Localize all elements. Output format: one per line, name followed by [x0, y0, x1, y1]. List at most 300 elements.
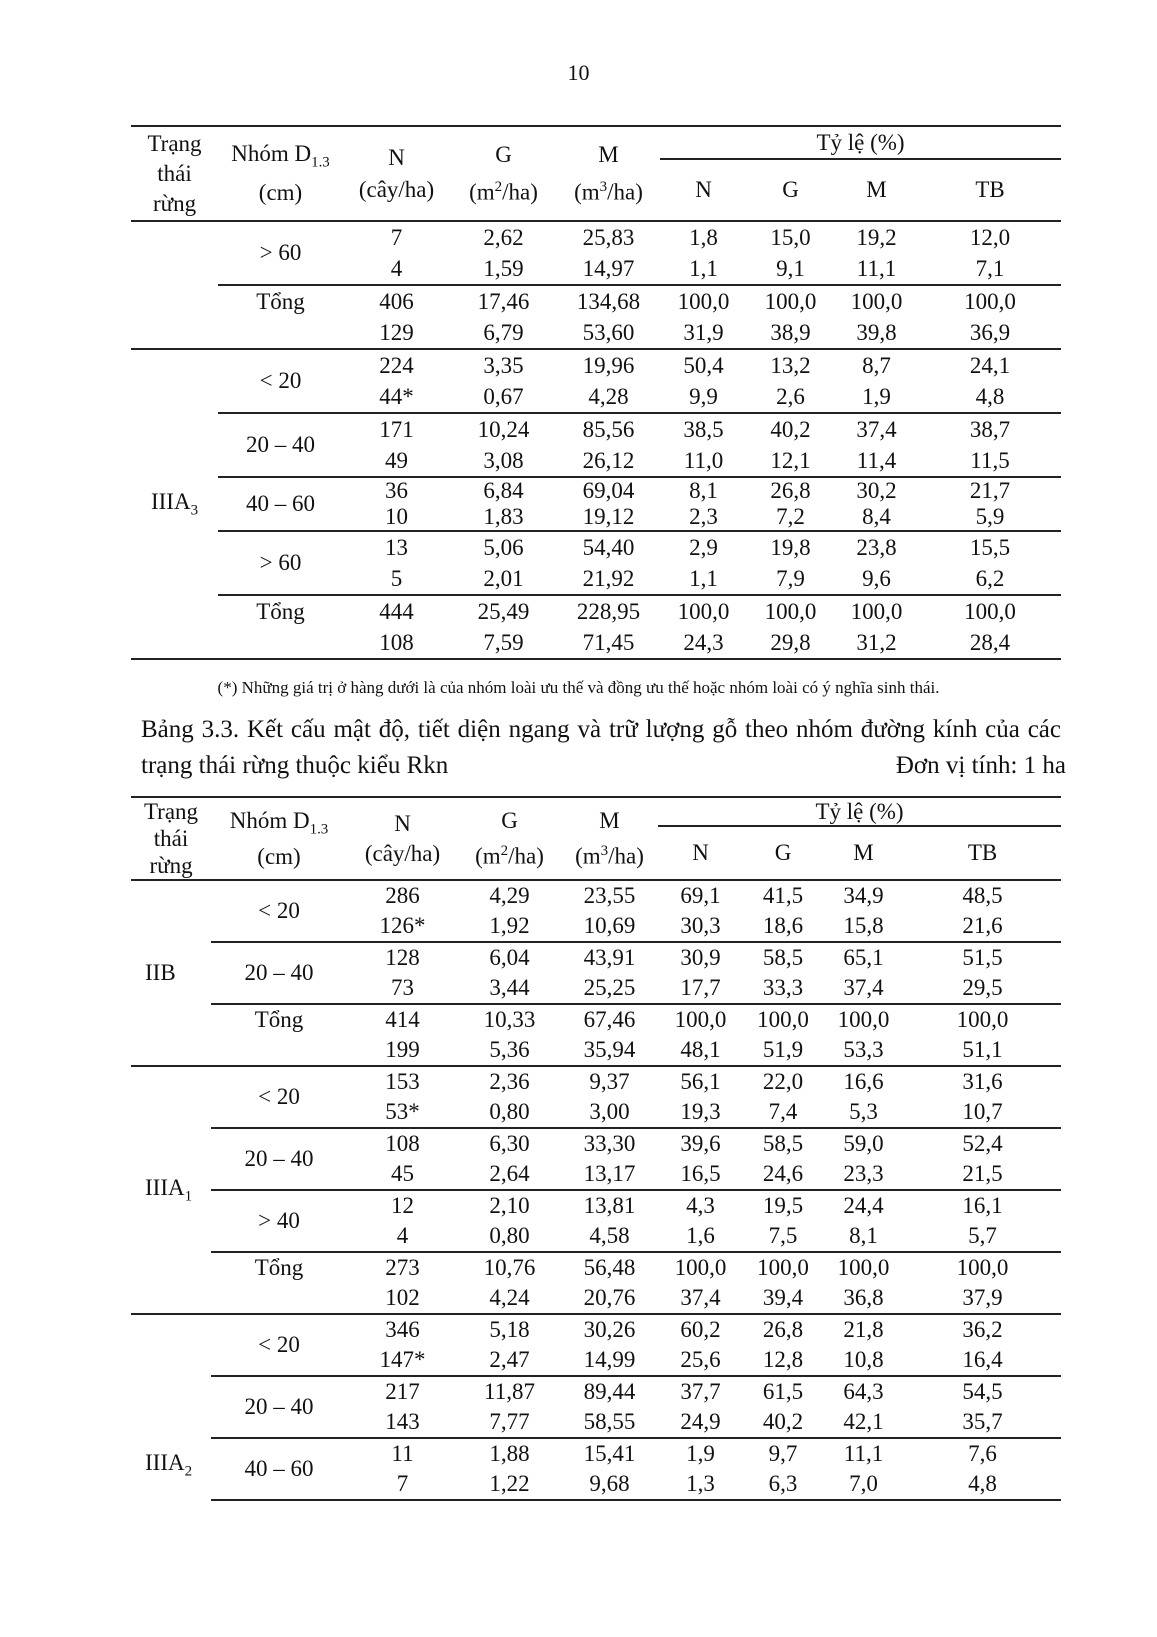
- value-cell: 4,58: [561, 1221, 658, 1252]
- value-cell: 19,8: [770, 535, 811, 560]
- value-cell: 406: [379, 289, 414, 314]
- value-cell: 29,5: [904, 973, 1061, 1004]
- value-cell: 1,59: [450, 253, 557, 285]
- value-cell: 19,2: [856, 225, 897, 250]
- value-cell: 39,6: [680, 1131, 721, 1156]
- value-cell: 2,6: [747, 381, 834, 413]
- value-cell: 37,9: [904, 1283, 1061, 1314]
- value-cell: 23,8: [856, 535, 897, 560]
- value-cell: 37,4: [658, 1283, 743, 1314]
- value-cell: 31,2: [834, 627, 919, 659]
- value-cell: 100,0: [757, 1255, 809, 1280]
- value-cell: 8,1: [823, 1221, 904, 1252]
- value-cell: 36,9: [919, 317, 1061, 349]
- value-cell: 5,3: [823, 1097, 904, 1128]
- value-cell: 100,0: [757, 1007, 809, 1032]
- group-label: Tổng: [218, 285, 343, 349]
- value-cell: 24,4: [843, 1193, 884, 1218]
- value-cell: 35,94: [561, 1035, 658, 1066]
- value-cell: 35,7: [904, 1407, 1061, 1438]
- value-cell: 1,1: [660, 253, 747, 285]
- value-cell: 7: [347, 1469, 458, 1500]
- header-ratio-tb: TB: [919, 159, 1061, 221]
- value-cell: 51,1: [904, 1035, 1061, 1066]
- value-cell: 8,4: [834, 504, 919, 531]
- value-cell: 16,6: [843, 1069, 884, 1094]
- header-ratio-g: G: [747, 159, 834, 221]
- value-cell: 24,9: [658, 1407, 743, 1438]
- value-cell: 21,8: [843, 1317, 884, 1342]
- value-cell: 2,01: [450, 563, 557, 595]
- table-row: [131, 1438, 1061, 1469]
- value-cell: 5: [343, 563, 450, 595]
- value-cell: 48,1: [658, 1035, 743, 1066]
- value-cell: 346: [385, 1317, 420, 1342]
- value-cell: 89,44: [583, 1379, 636, 1404]
- value-cell: 16,4: [904, 1345, 1061, 1376]
- value-cell: 2,9: [689, 535, 718, 560]
- value-cell: 171: [379, 417, 414, 442]
- table-row: [131, 285, 1061, 317]
- value-cell: 12,0: [969, 225, 1011, 250]
- value-cell: 100,0: [677, 289, 730, 314]
- value-cell: 1,92: [458, 911, 561, 942]
- value-cell: 22,0: [762, 1069, 804, 1094]
- value-cell: 53,60: [557, 317, 660, 349]
- value-cell: 1,83: [450, 504, 557, 531]
- header-ratio-n: N: [660, 159, 747, 221]
- value-cell: 28,4: [919, 627, 1061, 659]
- state-label-iib: IIB: [131, 880, 211, 1066]
- value-cell: 33,3: [743, 973, 823, 1004]
- value-cell: 12,8: [743, 1345, 823, 1376]
- header-ratio-tb: TB: [904, 826, 1061, 880]
- value-cell: 49: [343, 445, 450, 477]
- value-cell: 37,7: [680, 1379, 721, 1404]
- value-cell: 7,5: [743, 1221, 823, 1252]
- value-cell: 25,83: [582, 225, 635, 250]
- value-cell: 108: [385, 1131, 420, 1156]
- value-cell: 26,8: [762, 1317, 804, 1342]
- value-cell: 36,2: [962, 1317, 1003, 1342]
- value-cell: 228,95: [576, 599, 641, 624]
- table-row: [131, 413, 1061, 445]
- value-cell: 43,91: [583, 945, 636, 970]
- group-label: 40 – 60: [211, 1438, 347, 1500]
- table-caption: Bảng 3.3. Kết cấu mật độ, tiết diện ngang và trữ lượng gỗ theo nhóm đường kính của các trạng thái rừng thuộc kiểu Rkn: [141, 716, 1061, 779]
- value-cell: 19,96: [582, 353, 635, 378]
- value-cell: 24,1: [969, 353, 1011, 378]
- value-cell: 143: [347, 1407, 458, 1438]
- value-cell: 10,24: [477, 417, 530, 442]
- value-cell: 12,1: [747, 445, 834, 477]
- header-ratio: Tỷ lệ (%): [658, 797, 1061, 826]
- value-cell: 21,92: [557, 563, 660, 595]
- value-cell: 7: [390, 225, 403, 250]
- table-row: [131, 1004, 1061, 1035]
- group-label: < 20: [211, 1066, 347, 1128]
- value-cell: 1,1: [660, 563, 747, 595]
- value-cell: 1,22: [458, 1469, 561, 1500]
- value-cell: 53,3: [823, 1035, 904, 1066]
- value-cell: 11,4: [834, 445, 919, 477]
- value-cell: 38,5: [683, 417, 724, 442]
- value-cell: 6,2: [919, 563, 1061, 595]
- value-cell: 100,0: [964, 289, 1016, 314]
- value-cell: 8,7: [862, 353, 891, 378]
- value-cell: 100,0: [956, 1007, 1009, 1032]
- value-cell: 5,18: [489, 1317, 530, 1342]
- value-cell: 4: [343, 253, 450, 285]
- value-cell: 1,3: [658, 1469, 743, 1500]
- value-cell: 13,81: [583, 1193, 636, 1218]
- forest-structure-table-continued: [131, 125, 1061, 660]
- value-cell: 0,80: [458, 1097, 561, 1128]
- value-cell: 40,2: [743, 1407, 823, 1438]
- state-label-iiia3: $IIIA_3$: [131, 349, 218, 659]
- value-cell: 3,44: [458, 973, 561, 1004]
- value-cell: 7,77: [458, 1407, 561, 1438]
- value-cell: 10,7: [904, 1097, 1061, 1128]
- value-cell: 11,1: [843, 1441, 884, 1466]
- value-cell: 69,04: [582, 478, 635, 503]
- value-cell: 41,5: [762, 883, 804, 908]
- value-cell: 273: [385, 1255, 420, 1280]
- value-cell: 30,9: [680, 945, 721, 970]
- value-cell: 38,9: [747, 317, 834, 349]
- value-cell: 21,7: [969, 478, 1011, 503]
- value-cell: 100,0: [764, 289, 817, 314]
- value-cell: 8,1: [689, 478, 718, 503]
- value-cell: 1,9: [686, 1441, 715, 1466]
- table-row: [131, 1066, 1061, 1097]
- value-cell: 217: [385, 1379, 420, 1404]
- value-cell: 2,64: [458, 1159, 561, 1190]
- value-cell: 153: [385, 1069, 420, 1094]
- header-n: N (cây/ha): [347, 797, 458, 880]
- value-cell: 2,10: [489, 1193, 530, 1218]
- value-cell: 1,6: [658, 1221, 743, 1252]
- value-cell: 19,12: [557, 504, 660, 531]
- value-cell: 7,4: [743, 1097, 823, 1128]
- value-cell: 15,0: [770, 225, 811, 250]
- group-label: 40 – 60: [218, 477, 343, 531]
- value-cell: 85,56: [582, 417, 635, 442]
- group-label: < 20: [211, 880, 347, 942]
- value-cell: 224: [379, 353, 414, 378]
- value-cell: 414: [385, 1007, 420, 1032]
- table-row: [131, 880, 1061, 911]
- group-label: > 40: [211, 1190, 347, 1252]
- table-row: [131, 1190, 1061, 1221]
- table-row: [131, 942, 1061, 973]
- value-cell: 11,0: [660, 445, 747, 477]
- value-cell: 30,26: [583, 1317, 636, 1342]
- value-cell: 2,47: [458, 1345, 561, 1376]
- value-cell: 65,1: [843, 945, 884, 970]
- value-cell: 21,6: [904, 911, 1061, 942]
- value-cell: 10,69: [561, 911, 658, 942]
- value-cell: 17,46: [477, 289, 530, 314]
- value-cell: 9,68: [561, 1469, 658, 1500]
- value-cell: 33,30: [583, 1131, 636, 1156]
- value-cell: 10: [343, 504, 450, 531]
- table-row: [131, 1314, 1061, 1345]
- value-cell: 44*: [343, 381, 450, 413]
- value-cell: 51,9: [743, 1035, 823, 1066]
- value-cell: 4,3: [686, 1193, 715, 1218]
- value-cell: 69,1: [680, 883, 721, 908]
- header-m: M $(m^3/ha)$: [557, 126, 660, 221]
- table-row: [131, 595, 1061, 627]
- value-cell: 5,9: [919, 504, 1061, 531]
- value-cell: 4: [347, 1221, 458, 1252]
- value-cell: 9,7: [768, 1441, 798, 1466]
- value-cell: 19,3: [658, 1097, 743, 1128]
- value-cell: 13,17: [561, 1159, 658, 1190]
- value-cell: 9,9: [660, 381, 747, 413]
- value-cell: 73: [347, 973, 458, 1004]
- value-cell: 12: [391, 1193, 414, 1218]
- table-row: [131, 221, 1061, 253]
- header-m: M $(m^3/ha)$: [561, 797, 658, 880]
- group-label: 20 – 40: [211, 1376, 347, 1438]
- value-cell: 50,4: [683, 353, 724, 378]
- group-label: 20 – 40: [218, 413, 343, 477]
- value-cell: 7,59: [450, 627, 557, 659]
- group-label: < 20: [211, 1314, 347, 1376]
- value-cell: 1,8: [689, 225, 718, 250]
- table-row: [131, 531, 1061, 563]
- value-cell: 61,5: [762, 1379, 804, 1404]
- forest-structure-table-rkn: [131, 796, 1061, 1501]
- value-cell: 4,29: [489, 883, 530, 908]
- value-cell: 45: [347, 1159, 458, 1190]
- value-cell: 6,30: [489, 1131, 530, 1156]
- value-cell: 36: [385, 478, 408, 503]
- value-cell: 147*: [347, 1345, 458, 1376]
- value-cell: 15,8: [823, 911, 904, 942]
- value-cell: 53*: [347, 1097, 458, 1128]
- value-cell: 30,2: [856, 478, 897, 503]
- value-cell: 11,5: [919, 445, 1061, 477]
- value-cell: 39,8: [834, 317, 919, 349]
- table-footnote: (*) Những giá trị ở hàng dưới là của nhóm loài ưu thế và đồng ưu thế hoặc nhóm loài có ý nghĩa sinh thái.: [217, 678, 940, 697]
- value-cell: 10,33: [483, 1007, 536, 1032]
- value-cell: 25,49: [477, 599, 530, 624]
- value-cell: 58,5: [762, 945, 804, 970]
- value-cell: 16,5: [658, 1159, 743, 1190]
- value-cell: 0,80: [458, 1221, 561, 1252]
- state-label-iiia1: $IIIA_1$: [131, 1066, 211, 1314]
- value-cell: 48,5: [962, 883, 1003, 908]
- value-cell: 20,76: [561, 1283, 658, 1314]
- value-cell: 16,1: [962, 1193, 1003, 1218]
- value-cell: 51,5: [962, 945, 1003, 970]
- header-ratio-m: M: [823, 826, 904, 880]
- table-row: [131, 1128, 1061, 1159]
- value-cell: 52,4: [962, 1131, 1003, 1156]
- table-row: [131, 1376, 1061, 1407]
- value-cell: 102: [347, 1283, 458, 1314]
- value-cell: 9,1: [747, 253, 834, 285]
- value-cell: 4,24: [458, 1283, 561, 1314]
- value-cell: 24,3: [660, 627, 747, 659]
- group-label: Tổng: [218, 595, 343, 659]
- group-label: > 60: [218, 221, 343, 285]
- value-cell: 129: [343, 317, 450, 349]
- value-cell: 58,5: [762, 1131, 804, 1156]
- value-cell: 34,9: [843, 883, 884, 908]
- value-cell: 14,97: [557, 253, 660, 285]
- value-cell: 13,2: [770, 353, 811, 378]
- value-cell: 29,8: [747, 627, 834, 659]
- table-row: [131, 1252, 1061, 1283]
- state-cell: [131, 221, 218, 349]
- value-cell: 10,76: [483, 1255, 536, 1280]
- value-cell: 128: [385, 945, 420, 970]
- group-label: > 60: [218, 531, 343, 595]
- group-label: Tổng: [211, 1004, 347, 1066]
- header-ratio-g: G: [743, 826, 823, 880]
- value-cell: 38,7: [969, 417, 1011, 442]
- value-cell: 14,99: [561, 1345, 658, 1376]
- value-cell: 100,0: [850, 289, 903, 314]
- value-cell: 7,9: [747, 563, 834, 595]
- value-cell: 39,4: [743, 1283, 823, 1314]
- value-cell: 100,0: [674, 1007, 727, 1032]
- table-row: [131, 477, 1061, 504]
- header-state: Trạng thái rừng: [131, 126, 218, 221]
- value-cell: 19,5: [762, 1193, 804, 1218]
- value-cell: 4,8: [919, 381, 1061, 413]
- value-cell: 6,3: [743, 1469, 823, 1500]
- value-cell: 25,6: [658, 1345, 743, 1376]
- value-cell: 100,0: [956, 1255, 1009, 1280]
- header-g: G $(m^2/ha)$: [458, 797, 561, 880]
- value-cell: 286: [385, 883, 420, 908]
- value-cell: 134,68: [576, 289, 641, 314]
- value-cell: 0,67: [450, 381, 557, 413]
- value-cell: 6,04: [489, 945, 530, 970]
- value-cell: 100,0: [837, 1007, 890, 1032]
- value-cell: 9,6: [834, 563, 919, 595]
- value-cell: 13: [385, 535, 408, 560]
- value-cell: 23,3: [823, 1159, 904, 1190]
- value-cell: 60,2: [680, 1317, 721, 1342]
- value-cell: 37,4: [856, 417, 897, 442]
- value-cell: 100,0: [964, 599, 1016, 624]
- value-cell: 5,7: [904, 1221, 1061, 1252]
- page-number: 10: [567, 60, 590, 85]
- header-group: Nhóm $D_{1.3}$ (cm): [211, 797, 347, 880]
- value-cell: 40,2: [770, 417, 811, 442]
- group-label: 20 – 40: [211, 1128, 347, 1190]
- value-cell: 2,3: [660, 504, 747, 531]
- value-cell: 3,08: [450, 445, 557, 477]
- value-cell: 23,55: [583, 883, 636, 908]
- value-cell: 25,25: [561, 973, 658, 1004]
- value-cell: 11,1: [834, 253, 919, 285]
- value-cell: 108: [343, 627, 450, 659]
- value-cell: 42,1: [823, 1407, 904, 1438]
- value-cell: 7,6: [968, 1441, 997, 1466]
- value-cell: 31,9: [660, 317, 747, 349]
- value-cell: 71,45: [557, 627, 660, 659]
- value-cell: 100,0: [850, 599, 903, 624]
- value-cell: 21,5: [904, 1159, 1061, 1190]
- value-cell: 6,79: [450, 317, 557, 349]
- value-cell: 100,0: [677, 599, 730, 624]
- value-cell: 4,8: [904, 1469, 1061, 1500]
- table-row: [131, 349, 1061, 381]
- value-cell: 100,0: [764, 599, 817, 624]
- value-cell: 15,5: [969, 535, 1011, 560]
- value-cell: 54,5: [962, 1379, 1003, 1404]
- value-cell: 30,3: [658, 911, 743, 942]
- value-cell: 59,0: [843, 1131, 884, 1156]
- value-cell: 7,1: [919, 253, 1061, 285]
- value-cell: 7,0: [823, 1469, 904, 1500]
- value-cell: 54,40: [582, 535, 635, 560]
- value-cell: 24,6: [743, 1159, 823, 1190]
- value-cell: 199: [347, 1035, 458, 1066]
- value-cell: 126*: [347, 911, 458, 942]
- header-ratio: Tỷ lệ (%): [660, 126, 1061, 159]
- value-cell: 5,36: [458, 1035, 561, 1066]
- group-label: < 20: [218, 349, 343, 413]
- header-ratio-n: N: [658, 826, 743, 880]
- value-cell: 67,46: [583, 1007, 636, 1032]
- value-cell: 36,8: [823, 1283, 904, 1314]
- value-cell: 9,37: [589, 1069, 630, 1094]
- group-label: Tổng: [211, 1252, 347, 1314]
- header-ratio-m: M: [834, 159, 919, 221]
- value-cell: 6,84: [483, 478, 524, 503]
- value-cell: 3,00: [561, 1097, 658, 1128]
- value-cell: 10,8: [823, 1345, 904, 1376]
- value-cell: 64,3: [843, 1379, 884, 1404]
- unit-label: Đơn vị tính: 1 ha: [895, 752, 1066, 779]
- value-cell: 26,12: [557, 445, 660, 477]
- value-cell: 5,06: [483, 535, 524, 560]
- value-cell: 3,35: [483, 353, 524, 378]
- value-cell: 7,2: [747, 504, 834, 531]
- value-cell: 2,62: [483, 225, 524, 250]
- header-n: N (cây/ha): [343, 126, 450, 221]
- value-cell: 56,48: [583, 1255, 636, 1280]
- header-g: G $(m^2/ha)$: [450, 126, 557, 221]
- value-cell: 11,87: [484, 1379, 535, 1404]
- group-label: 20 – 40: [211, 942, 347, 1004]
- value-cell: 56,1: [680, 1069, 721, 1094]
- value-cell: 18,6: [743, 911, 823, 942]
- value-cell: 1,88: [489, 1441, 530, 1466]
- value-cell: 37,4: [823, 973, 904, 1004]
- value-cell: 4,28: [557, 381, 660, 413]
- value-cell: 1,9: [834, 381, 919, 413]
- value-cell: 58,55: [561, 1407, 658, 1438]
- value-cell: 17,7: [658, 973, 743, 1004]
- value-cell: 444: [379, 599, 414, 624]
- header-group: Nhóm $D_{1.3}$ (cm): [218, 126, 343, 221]
- header-state: Trạng thái rừng: [131, 797, 211, 880]
- value-cell: 11: [391, 1441, 414, 1466]
- state-label-iiia2: $IIIA_2$: [145, 1450, 193, 1480]
- value-cell: 31,6: [962, 1069, 1003, 1094]
- value-cell: 100,0: [837, 1255, 890, 1280]
- value-cell: 15,41: [583, 1441, 636, 1466]
